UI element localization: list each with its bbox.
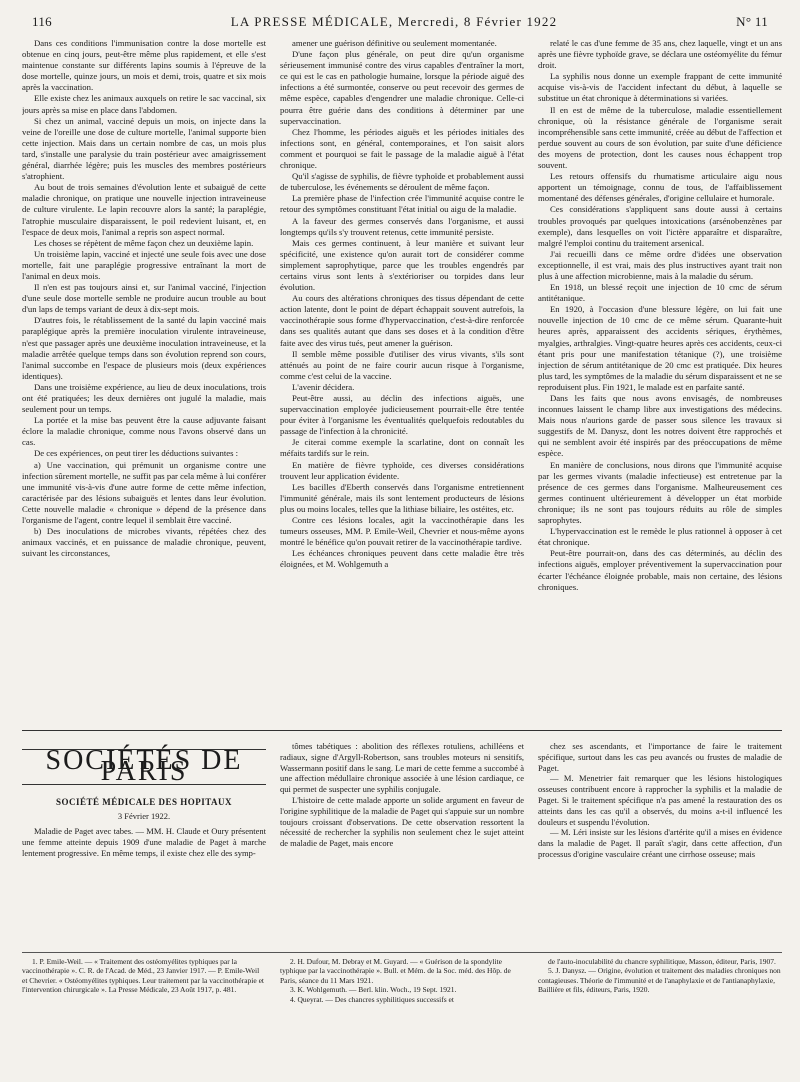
paragraph: Les bacilles d'Eberth conservés dans l'organisme entretiennent l'immunité générale, mais ils sont lentement producteurs de lésions plus ou moins locales, telles que la lithiase biliaire, les ostéites, etc. xyxy=(280,481,524,514)
article-columns xyxy=(22,38,782,716)
footnotes-column-3 xyxy=(538,957,782,1027)
societes-date: 3 Février 1922. xyxy=(117,811,171,822)
paragraph: L'hypervaccination est le remède le plus rationnel à opposer à cet état chronique. xyxy=(538,526,782,548)
page-header xyxy=(22,14,782,30)
paragraph: Dans les faits que nous avons envisagés, de nombreuses inconnues laissent le champ libre aux investigations des médecins. Mais nous n'aurions garde de passer sous silence les travaux si suggestifs de M. Danysz, dont les notres doivent être rapprochés et qui ne semblent avoir été inspirés par des préoccupations de même espèce. xyxy=(538,393,782,459)
paragraph: J'ai recueilli dans ce même ordre d'idées une observation exceptionnelle, il est vrai, mais des plus instructives ayant trait non plus à une affection microbienne, mais à la maladie du sérum. xyxy=(538,248,782,281)
paragraph: En matière de fièvre typhoïde, ces diverses considérations trouvent leur application évidente. xyxy=(280,459,524,481)
paragraph: En 1918, un blessé reçoit une injection de 10 cmc de sérum antitétanique. xyxy=(538,282,782,304)
societes-subtitle: SOCIÉTÉ MÉDICALE DES HOPITAUX xyxy=(55,796,233,807)
paragraph: Dans ces conditions l'immunisation contre la dose mortelle est obtenue en cinq jours, peut-être même plus rapidement, et elle s'est maintenue constante sur différents lapins soumis à l'épreuve de la dose mortelle, quinze jours, un mois et demi, trois, quatre et six mois après la vaccination. xyxy=(22,38,266,93)
paragraph: 4. Queyrat. — Des chancres syphilitiques successifs et xyxy=(290,994,454,1004)
paragraph: L'histoire de cette malade apporte un solide argument en faveur de l'origine syphilitique de la maladie de Paget qui s'appuie sur un nombre toujours croissant d'observations. De cette observation ressortent la nécessité de rechercher la syphilis non seulement chez le sujet atteint de maladie de Paget, mais encore xyxy=(280,794,524,849)
paragraph: Mais ces germes continuent, à leur manière et suivant leur spécificité, une existence qu'on aurait tort de considérer comme simplement saprophytique, parce que les troubles engendrés par certains virus sont lents à s'extérioriser ou torpides dans leur évolution. xyxy=(280,237,524,293)
societes-column-3 xyxy=(538,741,782,946)
page-number: 116 xyxy=(32,14,52,29)
paragraph: Chez l'homme, les périodes aiguës et les périodes initiales des infections sont, en général, contemporaines, et l'on saisit alors comment et pourquoi se fait le passage de la maladie aiguë à l'état chronique. xyxy=(280,126,524,171)
paragraph: 1. P. Emile-Weil. — « Traitement des ostéomyélites typhiques par la vaccinothérapie ». C. R. de l'Acad. de Méd., 23 Janvier 1917. — P. Emile-Weil et Chevrier. « Ostéomyélites typhiques. Leur traitement par la vaccinothérapie et l'intervention chirurgicale ». La Presse Médicale, 23 Août 1917, p. 481. xyxy=(22,957,264,995)
societes-column-1-text xyxy=(22,826,266,858)
paragraph: Les retours offensifs du rhumatisme articulaire aigu nous apportent un témoignage, connu de tous, de l'affaiblissement momentané des défenses générales, d'origine cellulaire et humorale. xyxy=(538,171,782,204)
paragraph: — M. Léri insiste sur les lésions d'artérite qu'il a mises en évidence dans la maladie de Paget. Il paraît s'agir, dans cette affection, d'un processus d'origine vasculaire créant une cirrhose osseuse; mais xyxy=(538,827,782,859)
footnotes-column-2 xyxy=(280,957,524,1027)
paragraph: De ces expériences, on peut tirer les déductions suivantes : xyxy=(34,448,239,459)
paragraph: Si chez un animal, vacciné depuis un mois, on injecte dans la veine de l'oreille une dose de culture mortelle, l'animal supporte bien cette injection. Mais dans un certain nombre de cas, un mois plus tard, s'installe une paralysie du train postérieur avec amaigrissement général, diarrhée légère; puis les muscles des membres postérieurs s'atrophient. xyxy=(22,115,266,182)
paragraph: relaté le cas d'une femme de 35 ans, chez laquelle, vingt et un ans après une fièvre typhoïde grave, se déclara une ostéomyélite du fémur droit. xyxy=(538,38,782,71)
paragraph: — M. Menetrier fait remarquer que les lésions histologiques osseuses contribuent encore à rapprocher la syphilis et la maladie de Paget. Si le traitement spécifique n'a pas amené la restauration des os atteints dans les cas qu'il a observés, du moins a-t-il influencé les douleurs et suspendu l'évolution. xyxy=(538,773,782,827)
paragraph: Je citerai comme exemple la scarlatine, dont on connaît les méfaits tardifs sur le rein. xyxy=(280,437,524,459)
journal-title: LA PRESSE MÉDICALE, Mercredi, 8 Février 1922 xyxy=(230,14,558,29)
societes-column-2 xyxy=(280,741,524,946)
paragraph: tômes tabétiques : abolition des réflexes rotuliens, achilléens et radiaux, signe d'Argyll-Robertson, sans troubles moteurs ni sensitifs, Wassermann positif dans le sang. Le mari de cette femme a succombé à une affection médullaire chronique associée à une lésion cardiaque, ce qui permet de suspecter une syphilis conjugale. xyxy=(280,741,524,795)
paragraph: chez ses ascendants, et l'importance de faire le traitement spécifique, surtout dans les cas peu avancés ou frustes de maladie de Paget. xyxy=(538,741,782,773)
paragraph: Au cours des altérations chroniques des tissus dépendant de cette action latente, dont le point de départ échappait souvent autrefois, la vaccinothérapie sous forme d'hypervaccination, c'est-à-dire renforcée dans ses qualités autant que dans ses doses et à la condition d'être faite avec des virus tués, peut amener la guérison. xyxy=(280,293,524,348)
paragraph: a) Une vaccination, qui prémunit un organisme contre une infection sûrement mortelle, ne suffit pas par cela même à lui conférer une immunité vis-à-vis d'une autre forme de cette même infection, caractérisée par des lésions subaiguës et lentes dans leur évolution. Cette nouvelle maladie « chronique » dépend de la présence dans l'organisme de l'agent, contre lequel il semblait être vacciné. xyxy=(22,459,266,526)
paragraph: de l'auto-inoculabilité du chancre syphilitique, Masson, éditeur, Paris, 1907. xyxy=(548,957,776,966)
article-column-1 xyxy=(22,38,266,716)
paragraph: En 1920, à l'occasion d'une blessure légère, on lui fait une nouvelle injection de 10 cmc de ce même sérum. Quarante-huit heures après, apparaissent des accidents sériques, érythèmes, myalgies, arthralgies. Vingt-quatre heures après ces accidents, ceux-ci étant pris pour une manifestation tétanique (?), une troisième injection de sérum antitétanique de 20 cmc est pratiquée. Dix heures plus tard, les symptômes de la maladie du sérum disparaissent et ne se reproduisent plus. Fin 1921, le malade est en parfaite santé. xyxy=(538,304,782,392)
paragraph: b) Des inoculations de microbes vivants, répétées chez des animaux vaccinés, et en puissance de maladie chronique, peuvent, suivant les circonstances, xyxy=(22,526,266,559)
article-column-2 xyxy=(280,38,524,716)
paragraph: D'une façon plus générale, on peut dire qu'un organisme sérieusement immunisé contre des virus capables d'entraîner la mort, ce qui est le cas en pathologie humaine, lorsque la période aiguë des infections a été surmontée, conserve ou peut recevoir des germes de même espèce, capables d'engendrer une maladie chronique. Celle-ci pourra être guérie dans des conditions à déterminer par une supervaccination. xyxy=(280,49,524,126)
paragraph: Il en est de même de la tuberculose, maladie essentiellement chronique, où la résistance générale de l'organisme serait incompréhensible sans cette immunité, créée au début de l'affection et perdue souvent au cours de son évolution, par suite d'une déficience des moyens de protection, dont les causes nous échappent trop souvent. xyxy=(538,104,782,171)
paragraph: 5. J. Danysz. — Origine, évolution et traitement des maladies chroniques non contagieuses. Théorie de l'immunité et de l'anaphylaxie et de l'antianaphylaxie, Baillière et fils, éditeurs, Paris, 1920. xyxy=(538,966,781,995)
paragraph: Peut-être pourrait-on, dans des cas déterminés, au déclin des infections aiguës, employer préventivement la supervaccination pour écarter l'échéance éloignée probable, mais non certaine, des lésions chroniques. xyxy=(538,548,782,592)
footnotes-column-1 xyxy=(22,957,266,1027)
paragraph: Au bout de trois semaines d'évolution lente et subaiguë de cette maladie chronique, on pratique une nouvelle injection intraveineuse de culture virulente. Le lapin recouvre alors la santé; la paraplégie, l'atrophie musculaire disparaissent, le poil redevient luisant, et, en l'espace de deux mois, l'animal a repris son aspect normal. xyxy=(22,182,266,237)
article-column-3 xyxy=(538,38,782,716)
societes-column-1 xyxy=(22,741,266,946)
paragraph: La syphilis nous donne un exemple frappant de cette immunité acquise vis-à-vis de l'accident infectant du début, à laquelle se substitue un état chronique à déterminations si variées. xyxy=(538,71,782,104)
paragraph: Elle existe chez les animaux auxquels on retire le sac vaccinal, six jours après sa mise en place dans l'abdomen. xyxy=(22,93,266,115)
paragraph: La portée et la mise bas peuvent être la cause adjuvante faisant éclore la maladie chronique, comme nous l'avons observé dans un cas. xyxy=(22,415,266,448)
paragraph: amener une guérison définitive ou seulement momentanée. xyxy=(292,38,497,48)
paragraph: Les échéances chroniques peuvent dans cette maladie être très éloignées, et M. Wohlgemuth a xyxy=(280,548,524,570)
paragraph: 2. H. Dufour, M. Debray et M. Guyard. — « Guérison de la spondylite typhique par la vaccinothérapie ». Bull. et Mém. de la Soc. méd. des Hôp. de Paris, séance du 11 Mars 1921. xyxy=(280,957,511,985)
paragraph: Il semble même possible d'utiliser des virus vivants, s'ils sont atténués au point de ne faire courir aucun risque à l'organisme, comme c'est celui de la vaccine. xyxy=(280,348,524,381)
paragraph: Peut-être aussi, au déclin des infections aiguës, une supervaccination employée judicieusement pourrait-elle être tentée pour éviter à l'organisme les éventualités quelquefois redoutables du passage de l'infection à la chronicité. xyxy=(280,393,524,437)
paragraph: Contre ces lésions locales, agit la vaccinothérapie dans les tumeurs osseuses, MM. P. Emile-Weil, Chevrier et nous-même ayons montré le bénéfice qu'on pouvait retirer de la vaccinothérapie tardive. xyxy=(280,515,524,548)
paragraph: Maladie de Paget avec tabes. — MM. H. Claude et Oury présentent une femme atteinte depuis 1909 d'une maladie de Paget à marche lentement progressive. En même temps, il existe chez elle des symp- xyxy=(22,826,266,858)
paragraph: D'autres fois, le rétablissement de la santé du lapin vacciné mais paraplégique après la première inoculation virulente intraveineuse, n'est que passager après une deuxième inoculation intraveineuse, et la maladie arrêtée quelque temps dans son évolution reprend son cours, l'animal succombe en l'espace de plusieurs mois (deux expériences identiques). xyxy=(22,315,266,381)
paragraph: L'avenir décidera. xyxy=(292,381,355,392)
societes-section xyxy=(22,741,782,946)
paragraph: Les choses se répètent de même façon chez un deuxième lapin. xyxy=(34,237,254,248)
paragraph: Ces considérations s'appliquent sans doute aussi à certains troubles provoqués par quelques intoxications (arsénobenzènes par exemple), dans lesquelles on voit l'ictère apparaître et disparaître, malgré l'emploi continu du traitement arsenical. xyxy=(538,204,782,248)
paragraph: Qu'il s'agisse de syphilis, de fièvre typhoïde et probablement aussi de tuberculose, les événements se déroulent de même façon. xyxy=(280,171,524,193)
paragraph: A la faveur des germes conservés dans l'organisme, et aussi longtemps qu'ils s'y trouvent retenus, cette immunité persiste. xyxy=(280,215,524,237)
societes-title: SOCIÉTÉS DE PARIS xyxy=(22,749,266,785)
paragraph: La première phase de l'infection crée l'immunité acquise contre le retour des symptômes constituant l'état initial ou aigu de la maladie. xyxy=(280,193,524,215)
paragraph: En manière de conclusions, nous dirons que l'immunité acquise par les germes vivants (maladie infectieuse) est entretenue par la présence de ces germes dans l'organisme. Malheureusement ces germes continuent ultérieurement à développer un état morbide chronique; ils ne sont pas toujours réduits au rôle de simples saprophytes. xyxy=(538,459,782,526)
paragraph: Un troisième lapin, vacciné et injecté une seule fois avec une dose mortelle, fait une paraplégie progressive entraînant la mort de l'animal en deux mois. xyxy=(22,248,266,281)
section-divider xyxy=(22,730,782,731)
paragraph: Il n'en est pas toujours ainsi et, sur l'animal vacciné, l'injection d'une seule dose mortelle semble ne produire aucun trouble au bout d'un laps de temps variant de deux à dix-sept mois. xyxy=(22,282,266,315)
paragraph: 3. K. Wohlgemuth. — Berl. klin. Woch., 19 Sept. 1921. xyxy=(290,985,457,995)
issue-number: N° 11 xyxy=(736,14,768,29)
paragraph: Dans une troisième expérience, au lieu de deux inoculations, trois ont été pratiquées; les deux dernières ont jugulé la maladie, mais seulement pour un temps. xyxy=(22,381,266,415)
footnotes xyxy=(22,952,782,1027)
